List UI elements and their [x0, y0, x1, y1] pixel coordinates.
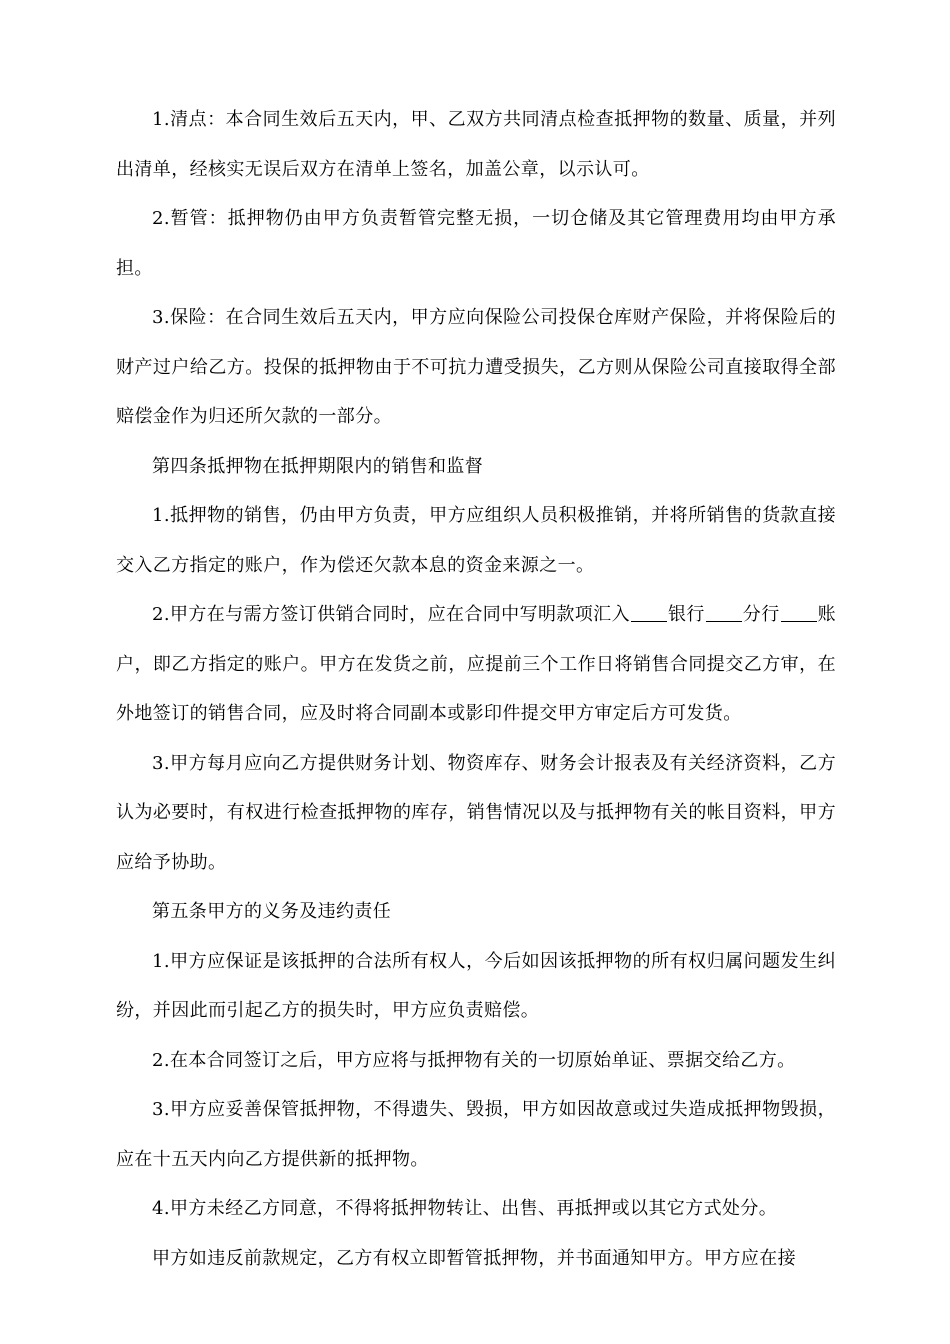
clause-supply-contract	[116, 590, 836, 739]
clause-inventory: 1.清点：本合同生效后五天内，甲、乙双方共同清点检查抵押物的数量、质量，并列出清单，经核实无误后双方在清单上签名，加盖公章，以示认可。	[116, 109, 836, 180]
branch-label: 分行	[742, 604, 780, 625]
blank-line	[706, 620, 742, 622]
account-text: 账户，即乙方指定的账户。甲方在发货之前，应提前三个工作日将销售合同提交乙方审，在外地签订的销售合同，应及时将合同副本或影印件提交甲方审定后方可发货。	[116, 604, 837, 724]
clause-safekeeping: 3.甲方应妥善保管抵押物，不得遗失、毁损，甲方如因故意或过失造成抵押物毁损，应在十五天内向乙方提供新的抵押物。	[116, 1099, 836, 1170]
clause-no-transfer: 4.甲方未经乙方同意，不得将抵押物转让、出售、再抵押或以其它方式处分。	[152, 1198, 778, 1219]
bank-label: 银行	[667, 604, 705, 625]
clause-custody: 2.暂管：抵押物仍由甲方负责暂管完整无损，一切仓储及其它管理费用均由甲方承担。	[116, 208, 836, 279]
clause-insurance: 3.保险：在合同生效后五天内，甲方应向保险公司投保仓库财产保险，并将保险后的财产过户给乙方。投保的抵押物由于不可抗力遭受损失，乙方则从保险公司直接取得全部赔偿金作为归还所欠款的一部分。	[116, 307, 836, 427]
clause-sales: 1.抵押物的销售，仍由甲方负责，甲方应组织人员积极推销，并将所销售的货款直接交入乙方指定的账户，作为偿还欠款本息的资金来源之一。	[116, 505, 836, 576]
article-5-heading: 第五条甲方的义务及违约责任	[152, 901, 392, 922]
blank-line	[781, 620, 817, 622]
document-body	[116, 95, 836, 1283]
clause-financial-reports: 3.甲方每月应向乙方提供财务计划、物资库存、财务会计报表及有关经济资料，乙方认为必要时，有权进行检查抵押物的库存，销售情况以及与抵押物有关的帐目资料，甲方应给予协助。	[116, 752, 836, 873]
clause-documents: 2.在本合同签订之后，甲方应将与抵押物有关的一切原始单证、票据交给乙方。	[152, 1049, 796, 1071]
clause-breach: 甲方如违反前款规定，乙方有权立即暂管抵押物，并书面通知甲方。甲方应在接	[152, 1247, 796, 1269]
clause-ownership: 1.甲方应保证是该抵押的合法所有权人，今后如因该抵押物的所有权归属问题发生纠纷，并因此而引起乙方的损失时，甲方应负责赔偿。	[116, 950, 836, 1021]
article-4-heading: 第四条抵押物在抵押期限内的销售和监督	[152, 455, 484, 477]
clause-supply-contract-text: 2.甲方在与需方签订供销合同时，应在合同中写明款项汇入	[152, 604, 630, 625]
blank-line	[631, 620, 667, 622]
